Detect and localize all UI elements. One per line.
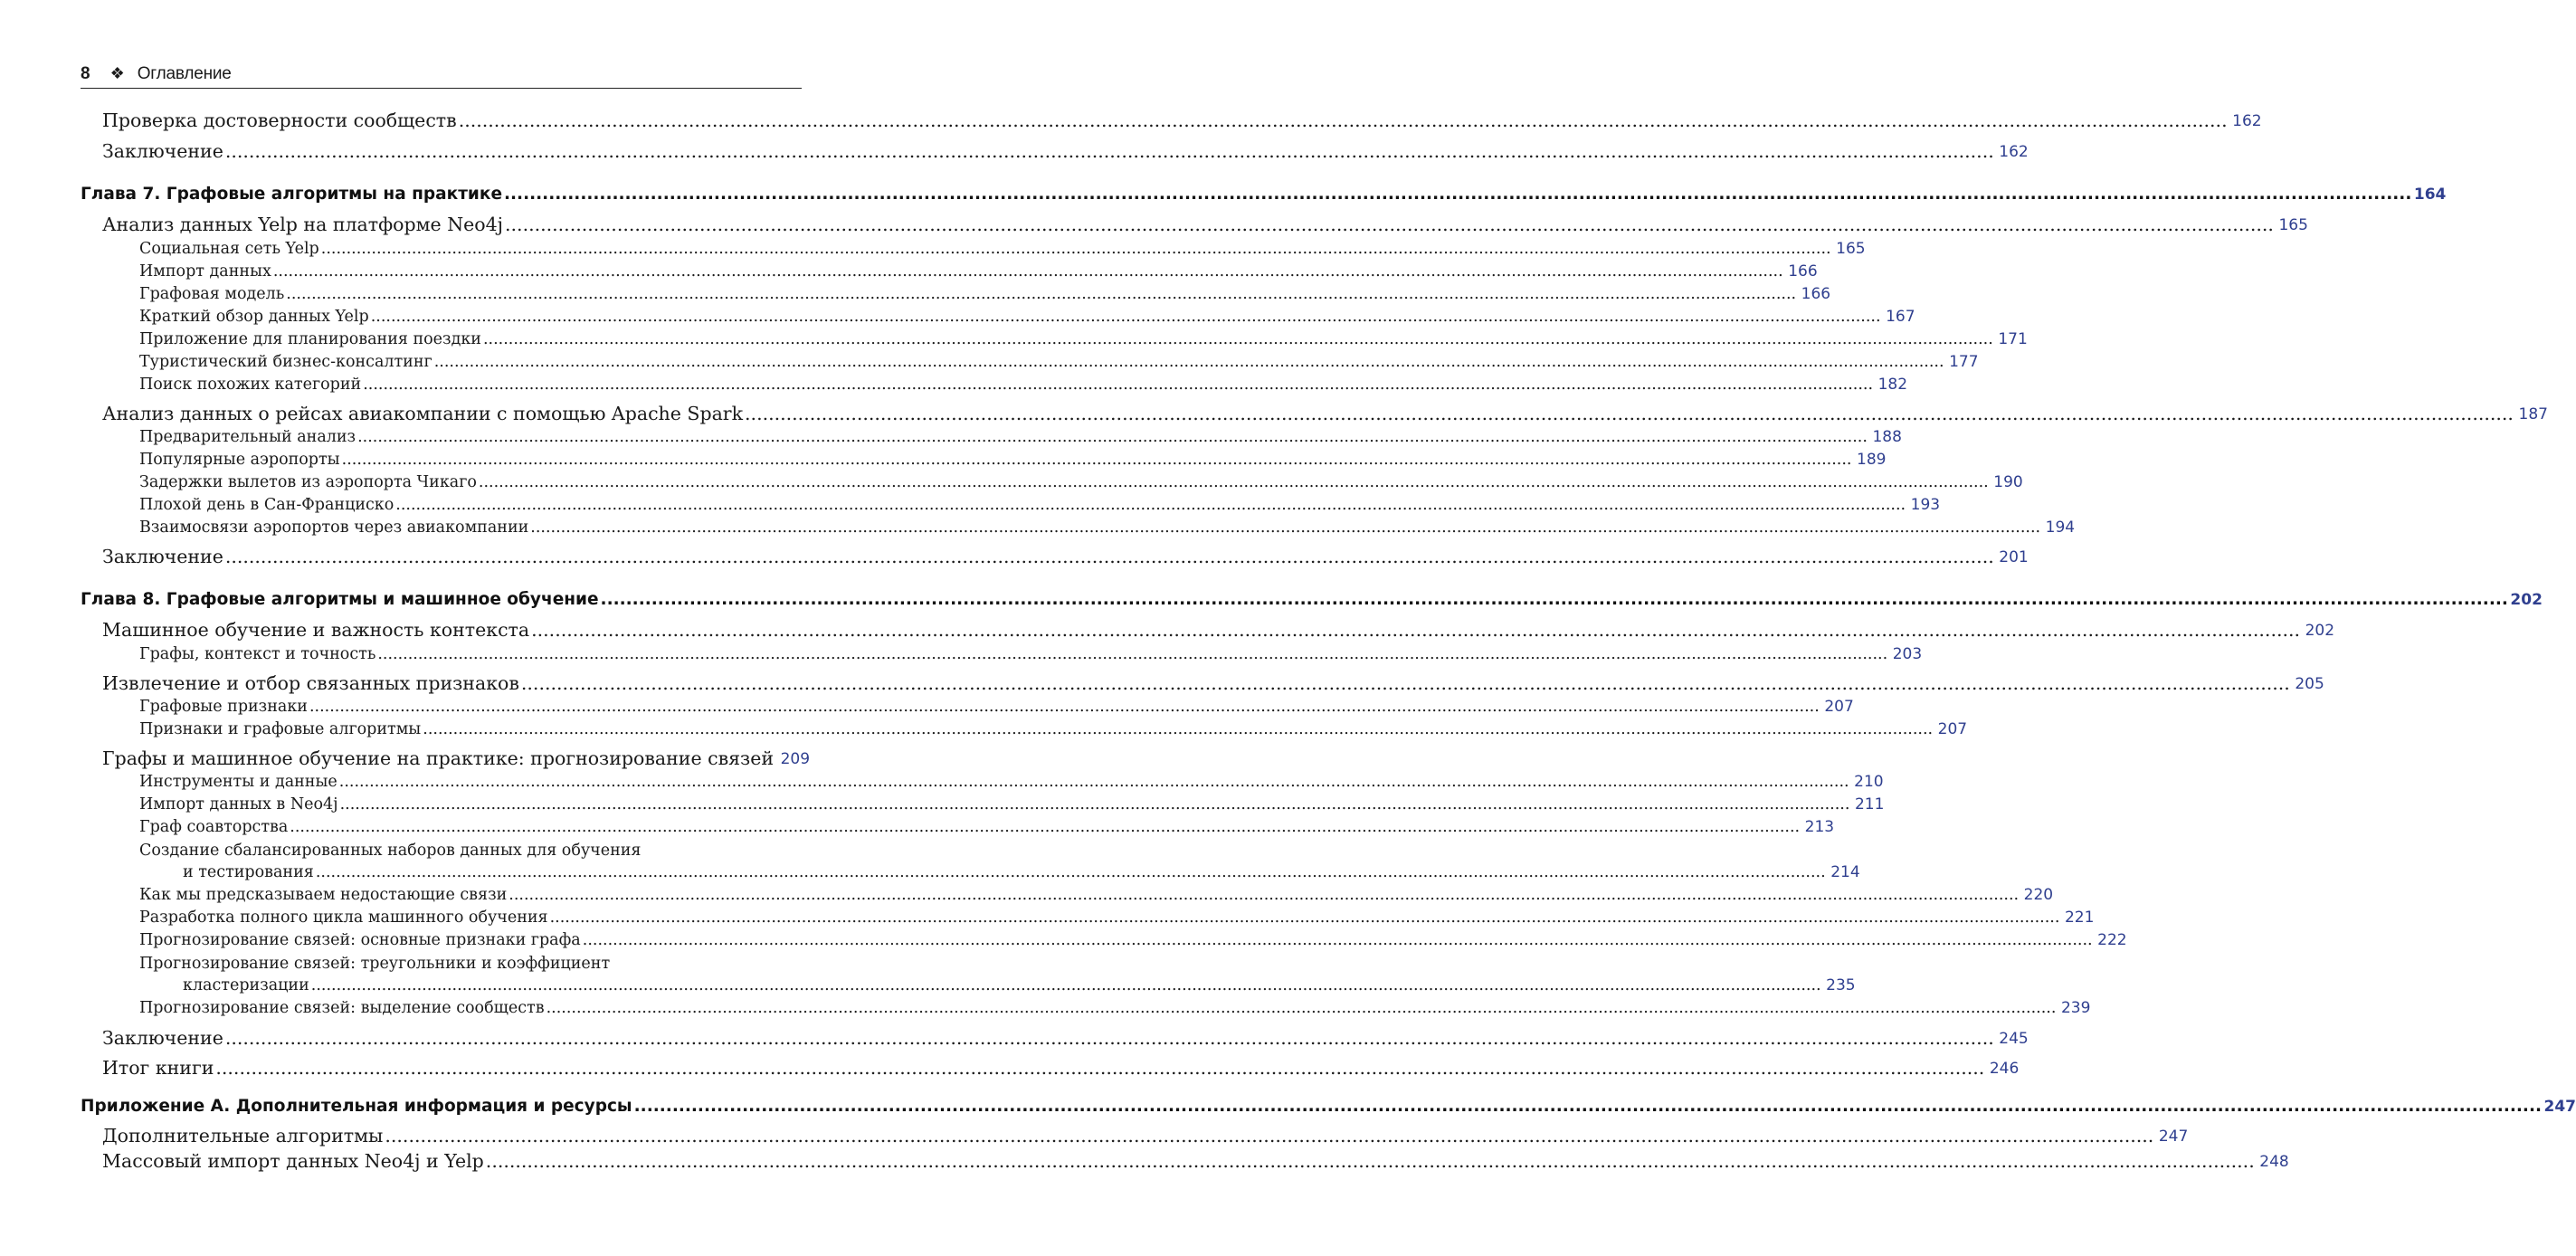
toc-entry-label: Дополнительные алгоритмы — [102, 1124, 384, 1147]
toc-page-number: 207 — [1824, 698, 1854, 716]
toc-entry[interactable] — [0, 1055, 2020, 1079]
running-header — [81, 60, 802, 89]
toc-entry-label: Популярные аэропорты — [139, 450, 340, 469]
toc-page-number: 203 — [1892, 645, 1923, 663]
dot-leader: ............................................................................................................................................................................................................................................................................................................ — [224, 1026, 1994, 1049]
toc-page-number: 202 — [2510, 591, 2543, 609]
dot-leader: ............................................................................................................................................................................................................................................................................................................ — [377, 644, 1888, 663]
toc-entry-label: Заключение — [102, 1026, 223, 1049]
toc-entry-label: Предварительный анализ — [139, 427, 356, 446]
toc-entry-label: Итог книги — [102, 1056, 214, 1079]
toc-entry[interactable] — [0, 138, 2029, 162]
toc-entry[interactable] — [0, 1123, 2189, 1147]
toc-entry-label: Машинное обучение и важность контекста — [102, 618, 530, 641]
dot-leader: ............................................................................................................................................................................................................................................................................................................ — [531, 618, 2301, 641]
toc-entry[interactable] — [0, 998, 2091, 1017]
toc-entry-label: Графовые признаки — [139, 697, 308, 716]
toc-entry-label: Заключение — [102, 545, 223, 567]
toc-entry[interactable] — [0, 375, 1908, 394]
toc-page-number: 201 — [1999, 548, 2029, 566]
toc-entry[interactable] — [0, 1148, 2289, 1172]
dot-leader: ............................................................................................................................................................................................................................................................................................................ — [286, 284, 1797, 303]
toc-page-number: 167 — [1886, 308, 1915, 326]
toc-entry-label: Туристический бизнес-консалтинг — [139, 352, 433, 371]
toc-page-number: 165 — [1836, 240, 1866, 258]
toc-page-number: 165 — [2278, 216, 2308, 234]
dot-leader: ............................................................................................................................................................................................................................................................................................................ — [633, 1096, 2543, 1116]
toc-page-number: 211 — [1854, 795, 1885, 814]
toc-page-number: 214 — [1830, 863, 1860, 881]
toc-entry-label: Заключение — [102, 139, 223, 162]
toc-entry[interactable] — [0, 795, 1885, 814]
toc-page-number: 247 — [2543, 1098, 2576, 1116]
dot-leader: ............................................................................................................................................................................................................................................................................................................ — [458, 109, 2228, 131]
toc-entry[interactable] — [0, 518, 2076, 537]
toc-page-number: 210 — [1854, 773, 1884, 791]
toc-entry-label: Анализ данных о рейсах авиакомпании с помощью Apache Spark — [102, 402, 744, 424]
toc-page-number: 248 — [2259, 1153, 2289, 1171]
toc-page-number: 202 — [2305, 622, 2335, 640]
dot-leader: ............................................................................................................................................................................................................................................................................................................ — [600, 589, 2508, 609]
toc-page-number: 246 — [1989, 1060, 2020, 1078]
toc-page-number: 166 — [1801, 285, 1831, 303]
dot-leader: ............................................................................................................................................................................................................................................................................................................ — [272, 262, 1783, 281]
toc-page-number: 166 — [1788, 262, 1818, 281]
dot-leader: ............................................................................................................................................................................................................................................................................................................ — [504, 184, 2412, 204]
dot-leader: ............................................................................................................................................................................................................................................................................................................ — [338, 772, 1849, 791]
dot-leader: ............................................................................................................................................................................................................................................................................................................ — [530, 518, 2041, 537]
toc-page-number: 222 — [2097, 931, 2127, 949]
toc-entry-label: Анализ данных Yelp на платформе Neo4j — [102, 213, 504, 235]
toc-entry-label: Разработка полного цикла машинного обучения — [139, 908, 548, 927]
toc-entry-label: Прогнозирование связей: основные признаки графа — [139, 930, 581, 949]
toc-page-number: 171 — [1998, 330, 2028, 348]
toc-entry-label: Как мы предсказываем недостающие связи — [139, 885, 508, 904]
toc-entry-label: Графы и машинное обучение на практике: прогнозирование связей — [102, 747, 775, 769]
toc-entry-label: Импорт данных в Neo4j — [139, 795, 338, 814]
toc-entry[interactable] — [0, 617, 2335, 641]
toc-entry[interactable] — [0, 262, 1818, 281]
toc-entry[interactable] — [0, 401, 2548, 424]
toc-page-number: 213 — [1804, 818, 1835, 836]
dot-leader: ............................................................................................................................................................................................................................................................................................................ — [385, 1124, 2154, 1147]
toc-page-number: 190 — [1993, 473, 2023, 491]
toc-entry[interactable] — [0, 544, 2029, 567]
dot-leader: ............................................................................................................................................................................................................................................................................................................ — [363, 375, 1874, 394]
toc-entry[interactable] — [0, 212, 2308, 235]
dot-leader: ............................................................................................................................................................................................................................................................................................................ — [370, 307, 1881, 326]
toc-entry[interactable] — [0, 472, 2023, 491]
toc-entry[interactable] — [0, 239, 1866, 258]
toc-page-number: 247 — [2158, 1128, 2189, 1146]
toc-page-number: 177 — [1949, 353, 1979, 371]
dot-leader: ............................................................................................................................................................................................................................................................................................................ — [478, 472, 1989, 491]
toc-entry[interactable] — [0, 307, 1915, 326]
toc-entry[interactable] — [0, 495, 1941, 514]
toc-entry[interactable] — [0, 450, 1887, 469]
toc-entry-label: Взаимосвязи аэропортов через авиакомпании — [139, 518, 529, 537]
dot-leader: ............................................................................................................................................................................................................................................................................................................ — [485, 1149, 2255, 1172]
dot-leader: ............................................................................................................................................................................................................................................................................................................ — [341, 450, 1852, 469]
toc-entry-label: Извлечение и отбор связанных признаков — [102, 671, 519, 694]
dot-leader: ............................................................................................................................................................................................................................................................................................................ — [224, 545, 1994, 567]
toc-page-number: 207 — [1937, 720, 1968, 738]
toc-entry-label: Графовая модель — [139, 284, 285, 303]
toc-page-number: 187 — [2518, 405, 2548, 423]
dot-leader: ............................................................................................................................................................................................................................................................................................................ — [339, 795, 1850, 814]
toc-entry-label: Граф соавторства — [139, 817, 289, 836]
toc-entry-label: Графы, контекст и точность — [139, 644, 376, 663]
toc-page-number: 164 — [2413, 186, 2447, 204]
dot-leader: ............................................................................................................................................................................................................................................................................................................ — [309, 697, 1820, 716]
toc-entry-label: Создание сбалансированных наборов данных для обучения — [139, 842, 642, 860]
toc-page-number: 182 — [1877, 376, 1908, 394]
toc-entry-label: кластеризации — [183, 975, 309, 994]
dot-leader: ............................................................................................................................................................................................................................................................................................................ — [505, 213, 2274, 235]
dot-leader: ............................................................................................................................................................................................................................................................................................................ — [509, 885, 2020, 904]
toc-page-number: 205 — [2295, 675, 2324, 693]
toc-entry-label: Поиск похожих категорий — [139, 375, 362, 394]
toc-entry-label: Глава 8. Графовые алгоритмы и машинное обучение — [81, 589, 599, 609]
toc-entry[interactable] — [0, 930, 2127, 949]
dot-leader: ............................................................................................................................................................................................................................................................................................................ — [357, 427, 1868, 446]
dot-leader: ............................................................................................................................................................................................................................................................................................................ — [290, 817, 1801, 836]
toc-entry[interactable] — [0, 427, 1902, 446]
toc-entry-label: Признаки и графовые алгоритмы — [139, 719, 422, 738]
toc-entry-label: Краткий обзор данных Yelp — [139, 307, 369, 326]
toc-page-number: 189 — [1857, 451, 1887, 469]
toc-entry-label: Задержки вылетов из аэропорта Чикаго — [139, 472, 477, 491]
dot-leader: ............................................................................................................................................................................................................................................................................................................ — [423, 719, 1934, 738]
toc-entry-label: Глава 7. Графовые алгоритмы на практике — [81, 184, 502, 204]
toc-entry[interactable] — [0, 746, 811, 769]
toc-entry[interactable] — [0, 719, 1968, 738]
dot-leader: ............................................................................................................................................................................................................................................................................................................ — [395, 495, 1906, 514]
dot-leader: ............................................................................................................................................................................................................................................................................................................ — [582, 930, 2093, 949]
toc-page-number: 162 — [2232, 112, 2262, 130]
toc-page-number: 193 — [1910, 496, 1941, 514]
toc-page-number: 235 — [1826, 976, 1856, 994]
toc-entry[interactable] — [0, 329, 2028, 348]
toc-page-number: 209 — [780, 750, 811, 768]
toc-entry-label: Инструменты и данные — [139, 772, 337, 791]
dot-leader: ............................................................................................................................................................................................................................................................................................................ — [546, 998, 2057, 1017]
toc-entry[interactable] — [0, 352, 1979, 371]
dot-leader: ............................................................................................................................................................................................................................................................................................................ — [745, 402, 2514, 424]
toc-entry[interactable] — [0, 644, 1923, 663]
dot-leader: ............................................................................................................................................................................................................................................................................................................ — [215, 1056, 1985, 1079]
toc-entry[interactable] — [0, 885, 2054, 904]
toc-entry[interactable] — [0, 284, 1831, 303]
toc-chapter[interactable] — [0, 183, 2447, 204]
toc-entry-label: Прогнозирование связей: треугольники и коэффициент — [139, 955, 611, 973]
toc-entry-label: Прогнозирование связей: выделение сообществ — [139, 998, 545, 1017]
dot-leader: ............................................................................................................................................................................................................................................................................................................ — [224, 139, 1994, 162]
toc-entry-label: Массовый импорт данных Neo4j и Yelp — [102, 1149, 484, 1172]
toc-page-number: 162 — [1999, 143, 2029, 161]
toc-entry[interactable] — [0, 697, 1854, 716]
toc-chapter[interactable] — [0, 1095, 2576, 1116]
toc-page-number: 220 — [2023, 886, 2054, 904]
toc-chapter[interactable] — [0, 588, 2543, 609]
dot-leader: ............................................................................................................................................................................................................................................................................................................ — [520, 671, 2290, 694]
toc-entry[interactable] — [0, 108, 2262, 131]
dot-leader: ............................................................................................................................................................................................................................................................................................................ — [315, 862, 1826, 881]
dot-leader: ............................................................................................................................................................................................................................................................................................................ — [549, 908, 2060, 927]
toc-entry[interactable] — [0, 908, 2095, 927]
toc-entry[interactable] — [0, 817, 1835, 836]
page-number: 8 — [81, 63, 90, 83]
toc-page-number: 245 — [1999, 1030, 2029, 1048]
toc-entry-label: Проверка достоверности сообществ — [102, 109, 457, 131]
toc-entry[interactable] — [0, 671, 2324, 694]
toc-page-number: 188 — [1872, 428, 1902, 446]
toc-entry-label: Приложение для планирования поездки — [139, 329, 481, 348]
toc-entry-label: Социальная сеть Yelp — [139, 239, 319, 258]
toc-entry[interactable] — [0, 975, 1856, 994]
toc-entry-label: Плохой день в Сан-Франциско — [139, 495, 394, 514]
toc-entry-label: Приложение A. Дополнительная информация и ресурсы — [81, 1096, 632, 1116]
ornament-icon: ❖ — [109, 64, 125, 82]
running-title: Оглавление — [137, 63, 232, 83]
toc-page-number: 239 — [2060, 999, 2091, 1017]
dot-leader: ............................................................................................................................................................................................................................................................................................................ — [310, 975, 1821, 994]
toc-entry-label: и тестирования — [183, 862, 314, 881]
toc-entry[interactable] — [0, 862, 1860, 881]
toc-entry-label: Импорт данных — [139, 262, 271, 281]
toc-entry[interactable] — [0, 772, 1884, 791]
toc-page-number: 194 — [2045, 519, 2076, 537]
dot-leader: ............................................................................................................................................................................................................................................................................................................ — [320, 239, 1831, 258]
dot-leader: ............................................................................................................................................................................................................................................................................................................ — [433, 352, 1944, 371]
toc-entry[interactable] — [0, 1025, 2029, 1049]
dot-leader: ............................................................................................................................................................................................................................................................................................................ — [482, 329, 1993, 348]
toc-page-number: 221 — [2064, 909, 2095, 927]
